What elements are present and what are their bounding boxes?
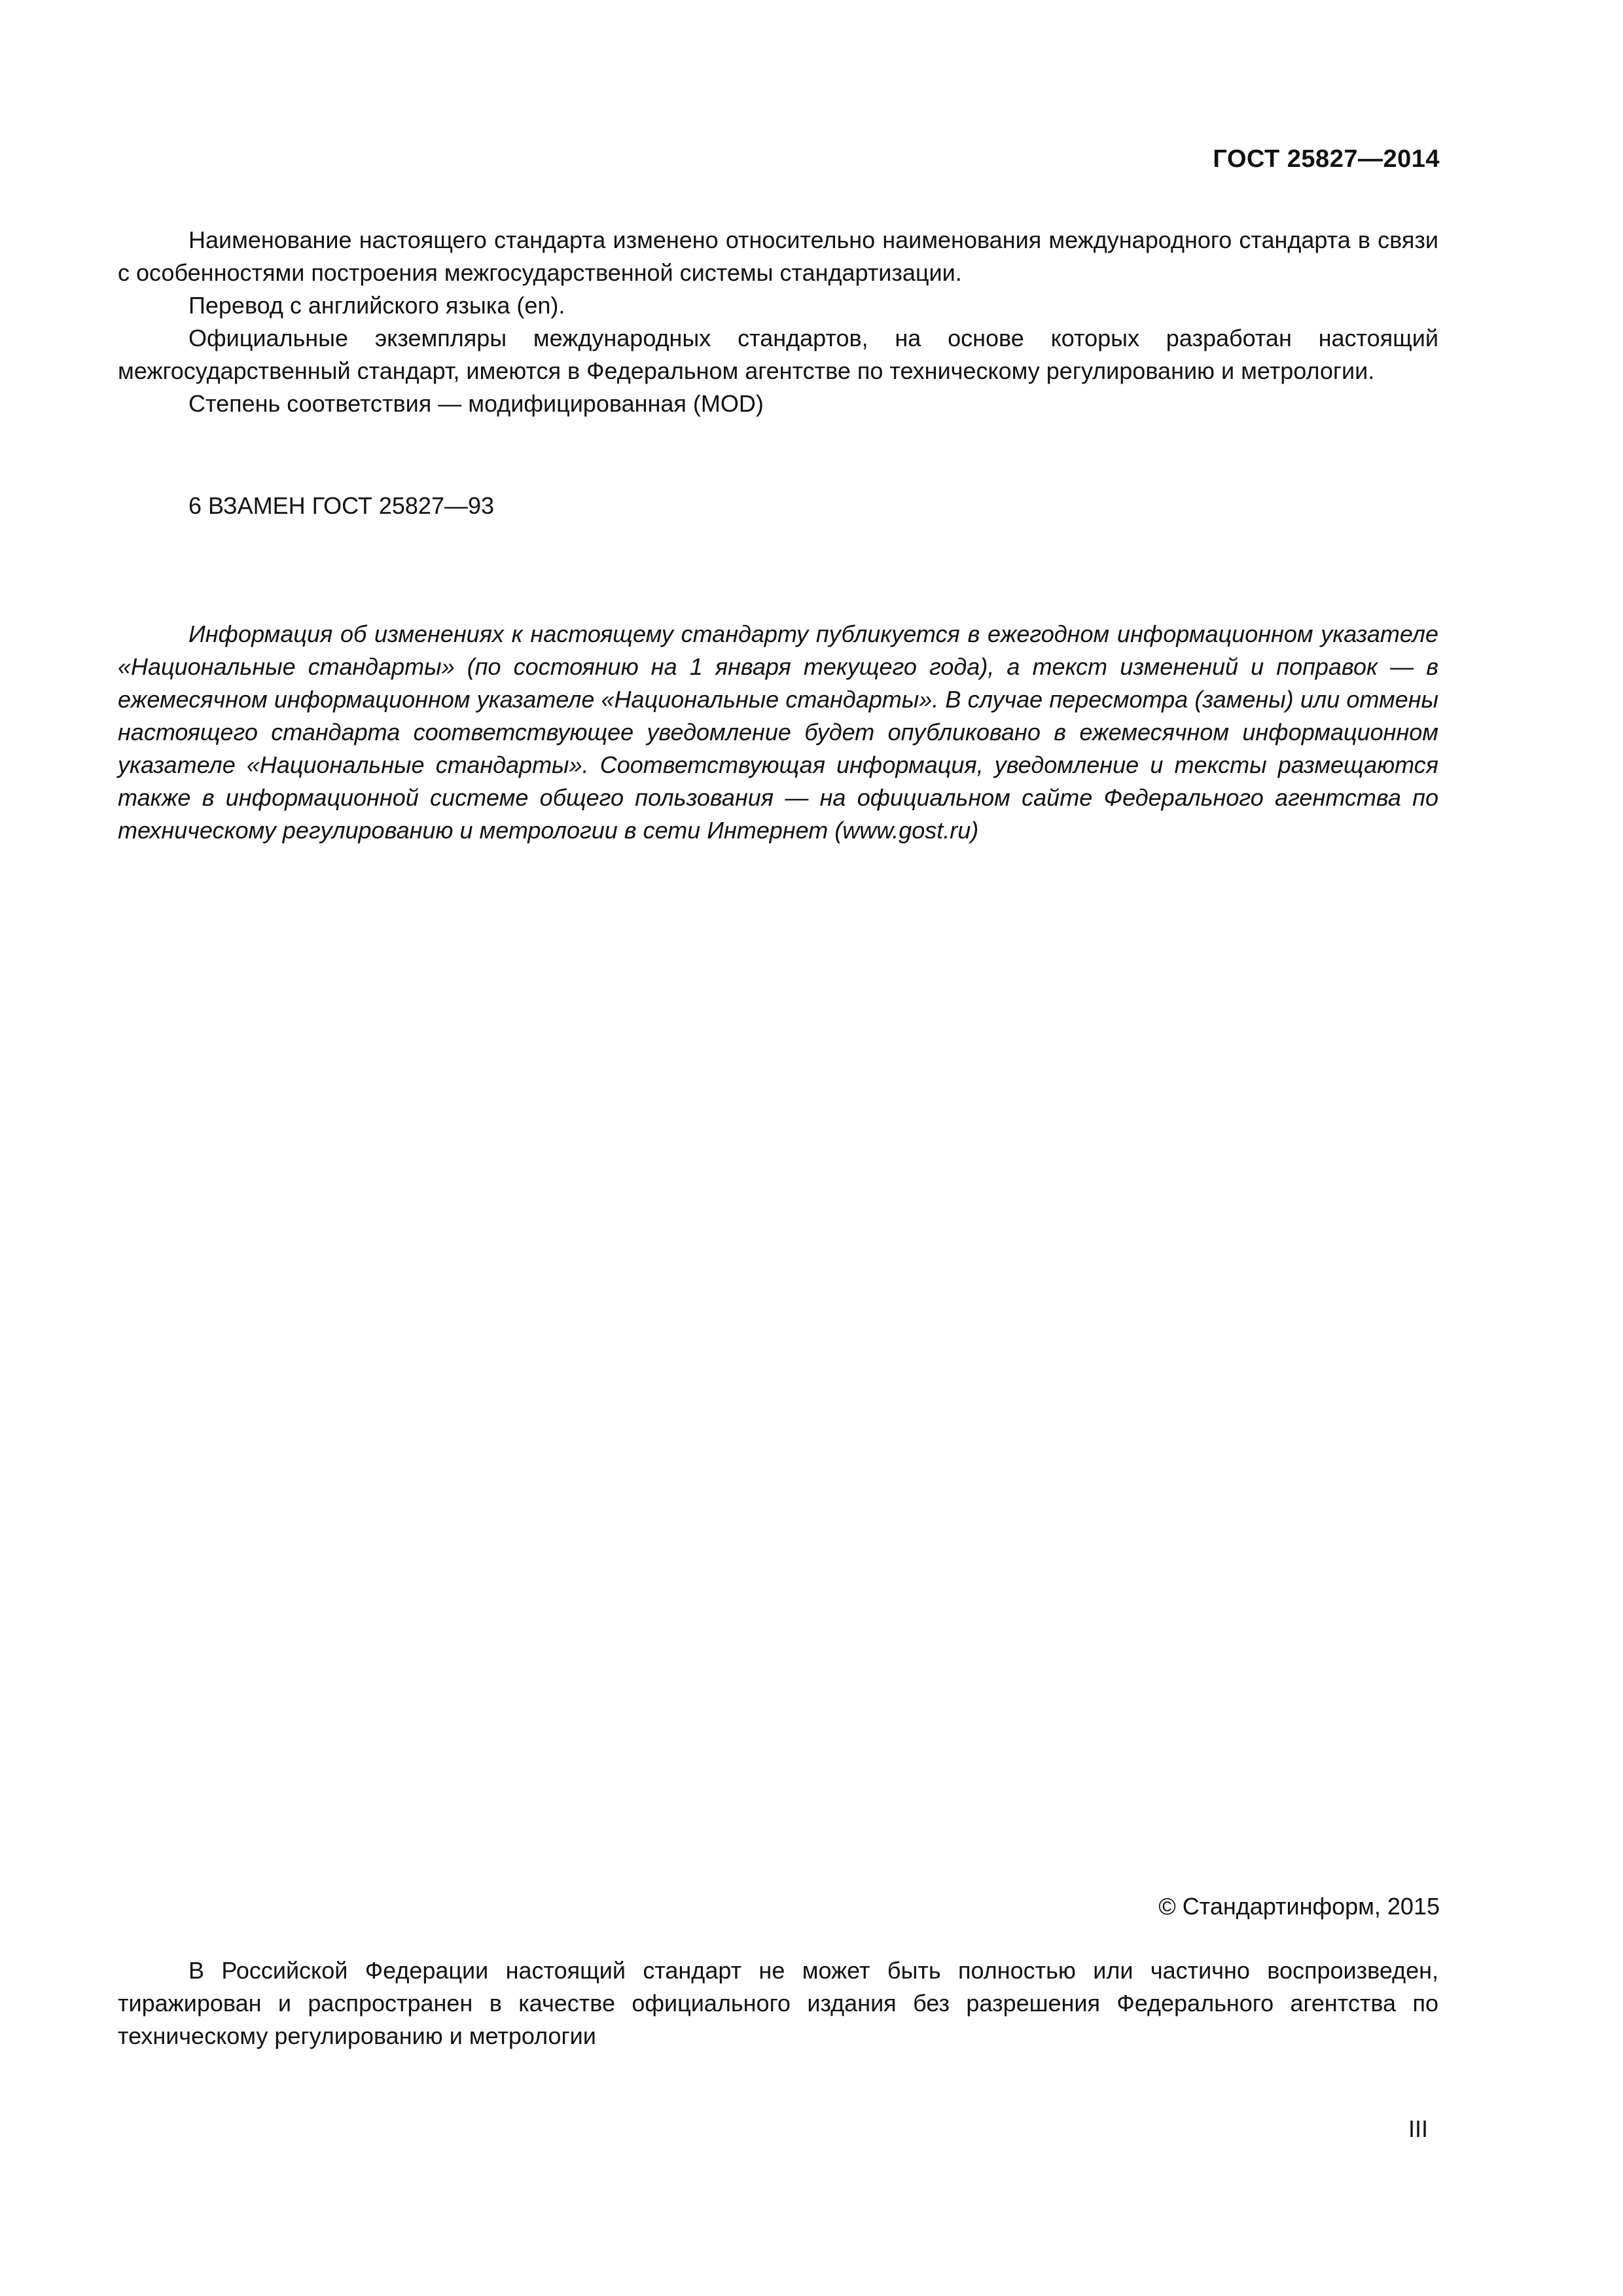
name-change-paragraph: Наименование настоящего стандарта изменено относительно наименования международного стандарта в связи с особенностями построения межгосударственной системы стандартизации.	[118, 226, 1438, 286]
page-number: III	[1408, 2115, 1428, 2142]
changes-info-paragraph: Информация об изменениях к настоящему стандарту публикуется в ежегодном информационном указателе «Национальные стандарты» (по состоянию на 1 января текущего года), а текст изменений и поправок — в ежемесячном информационном указателе «Национальные стандарты». В случае пересмотра (замены) или отмены настоящего стандарта соответствующее уведомление будет опубликовано в ежемесячном информационном указателе «Национальные стандарты». Соответствующая информация, уведомление и тексты размещаются также в информационной системе общего пользования — на официальном сайте Федерального агентства по техническому регулированию и метрологии в сети Интернет (www.gost.ru)	[118, 620, 1438, 844]
foreword-section	[118, 224, 1438, 420]
conformity-degree-paragraph: Степень соответствия — модифицированная (MOD)	[188, 390, 764, 417]
copyright-notice: © Стандартинформ, 2015	[1158, 1893, 1440, 1920]
rights-paragraph: В Российской Федерации настоящий стандарт не может быть полностью или частично воспроизведен, тиражирован и распространен в качестве официального издания без разрешения Федерального агентства по техническому регулированию и метрологии	[118, 1957, 1438, 2049]
translation-paragraph: Перевод с английского языка (en).	[188, 292, 565, 319]
standard-code-header: ГОСТ 25827—2014	[1213, 145, 1440, 173]
replaced-standard: 6 ВЗАМЕН ГОСТ 25827—93	[188, 492, 495, 519]
official-copies-paragraph: Официальные экземпляры международных стандартов, на основе которых разработан настоящий межгосударственный стандарт, имеются в Федеральном агентстве по техническому регулированию и метрологии.	[118, 325, 1438, 384]
rights-section	[118, 1954, 1438, 2053]
changes-info-section	[118, 618, 1438, 847]
